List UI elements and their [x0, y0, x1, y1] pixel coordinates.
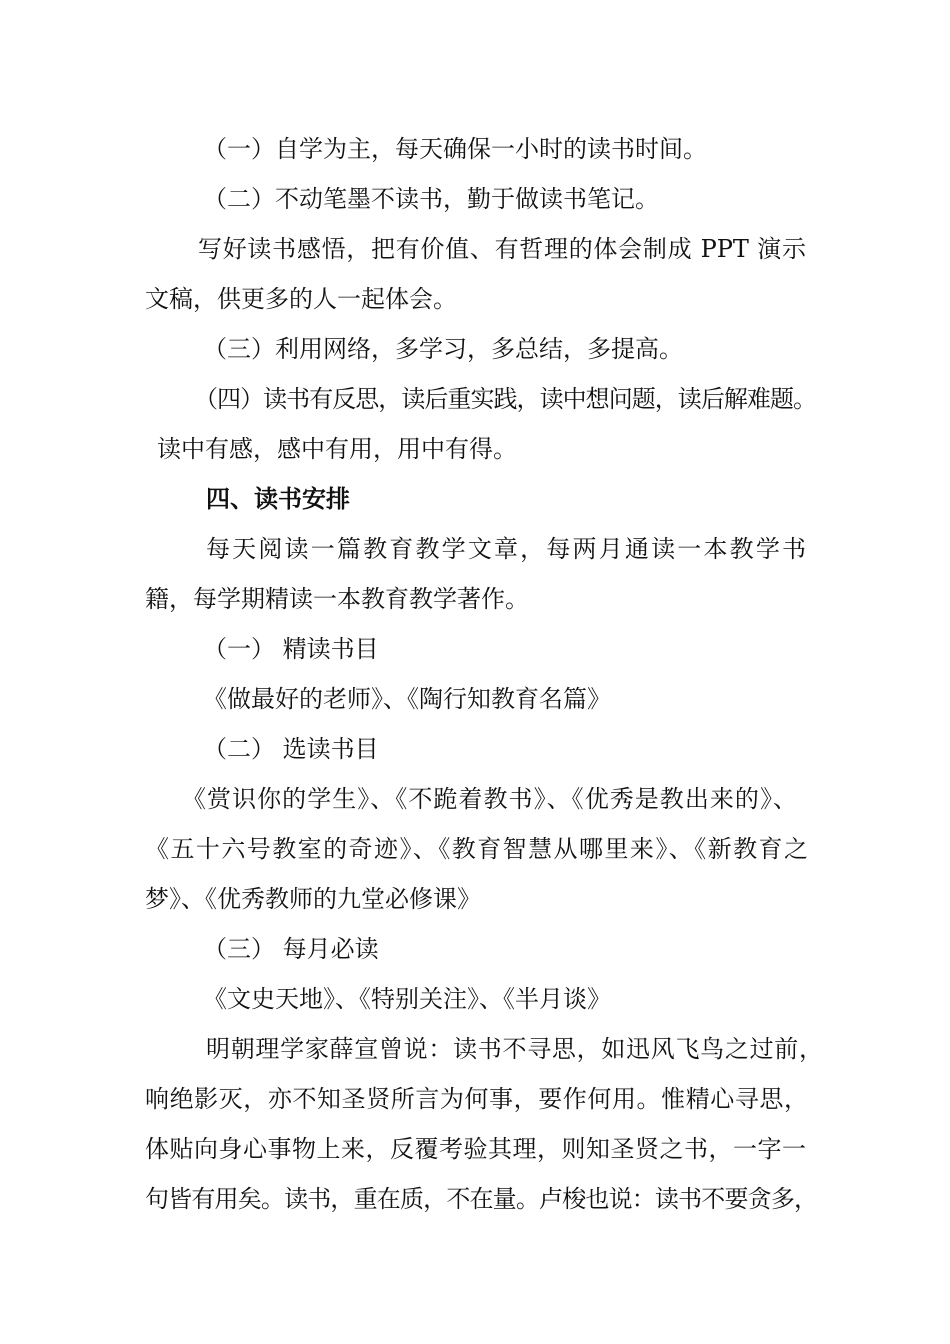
text-line: （四）读书有反思，读后重实践，读中想问题，读后解难题。 — [194, 385, 816, 413]
section-heading: 四、读书安排 — [206, 485, 350, 513]
text-line: 每天阅读一篇教育教学文章，每两月通读一本教学书 — [206, 535, 806, 563]
text-line: 响绝影灭，亦不知圣贤所言为何事，要作何用。惟精心寻思， — [145, 1085, 807, 1113]
text-line: 体贴向身心事物上来，反覆考验其理，则知圣贤之书，一字一 — [145, 1135, 805, 1163]
text-line: 写好读书感悟，把有价值、有哲理的体会制成 PPT 演示 — [198, 235, 806, 263]
text-line: 明朝理学家薛宣曾说：读书不寻思，如迅风飞鸟之过前， — [206, 1035, 822, 1063]
text-line: 《文史天地》、《特别关注》、《半月谈》 — [203, 985, 611, 1013]
text-line: 句皆有用矣。读书，重在质，不在量。卢梭也说：读书不要贪多， — [145, 1185, 817, 1213]
text-line: 《五十六号教室的奇迹》、《教育智慧从哪里来》、《新教育之 — [145, 835, 807, 863]
text-line: 梦》、《优秀教师的九堂必修课》 — [145, 885, 481, 913]
subheading: （一） 精读书目 — [203, 635, 379, 663]
text-line: 籍，每学期精读一本教育教学著作。 — [145, 585, 529, 613]
text-line: 《赏识你的学生》、《不跪着教书》、《优秀是教出来的》、 — [182, 785, 796, 813]
text-line: 《做最好的老师》、《陶行知教育名篇》 — [203, 685, 611, 713]
text-line: （三）利用网络，多学习，多总结，多提高。 — [203, 335, 683, 363]
text-line: 文稿，供更多的人一起体会。 — [145, 285, 457, 313]
subheading: （三） 每月必读 — [203, 935, 379, 963]
text-line: 读中有感，感中有用，用中有得。 — [157, 435, 517, 463]
text-line: （二）不动笔墨不读书，勤于做读书笔记。 — [203, 185, 659, 213]
subheading: （二） 选读书目 — [203, 735, 379, 763]
text-line: （一）自学为主，每天确保一小时的读书时间。 — [203, 135, 707, 163]
